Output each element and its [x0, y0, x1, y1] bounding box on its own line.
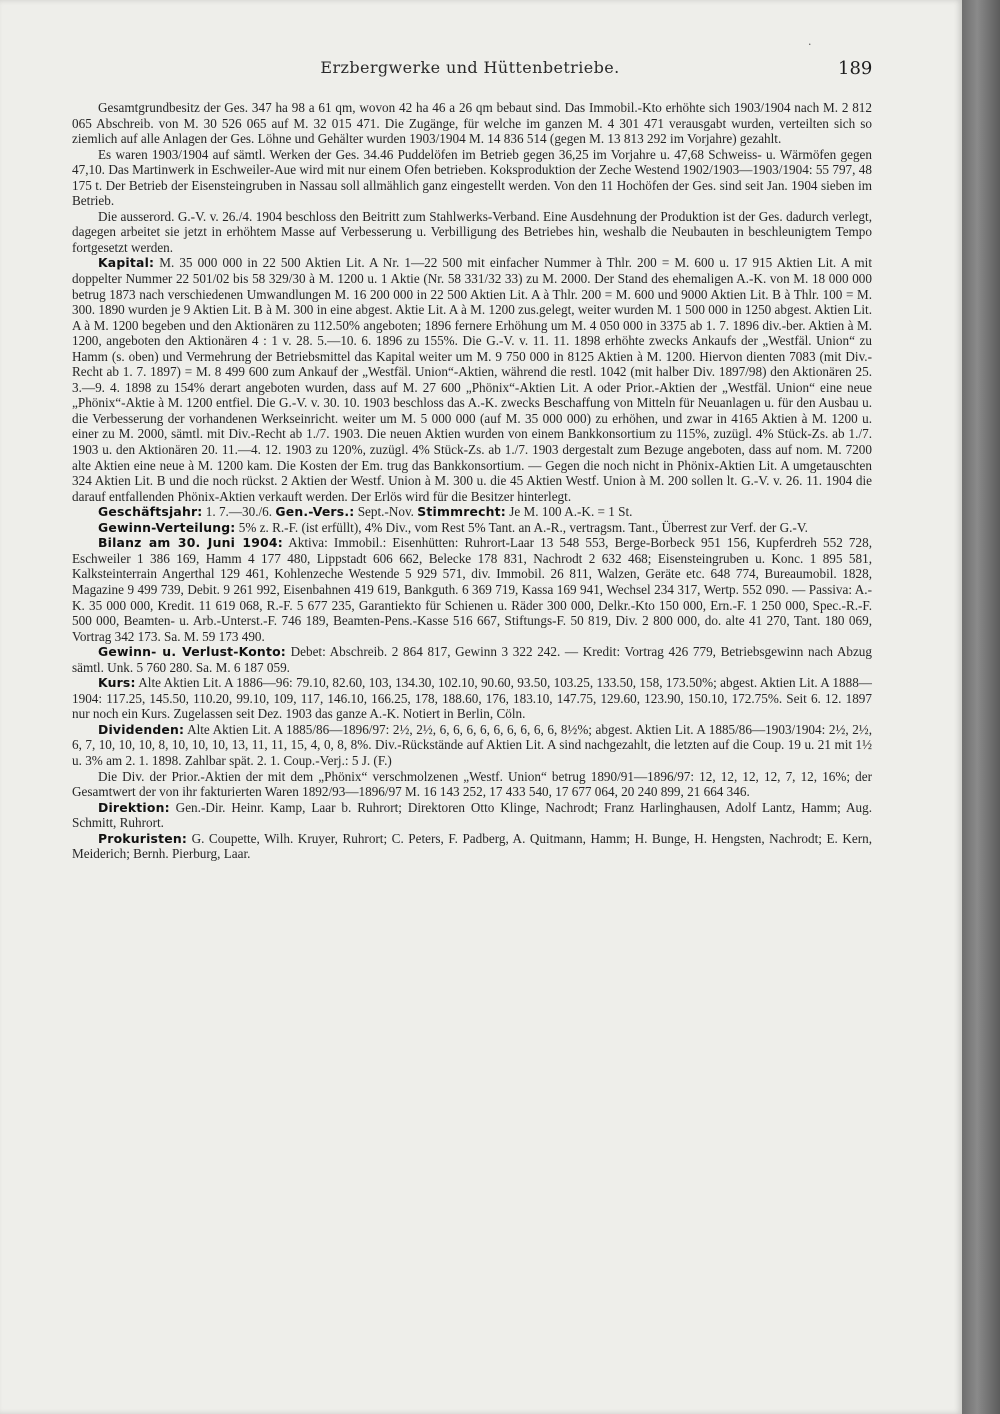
paragraph-kurs — [72, 675, 872, 722]
section-label: Gewinn-Verteilung: — [98, 519, 236, 535]
paragraph-text: Die ausserord. G.-V. v. 26./4. 1904 beschloss den Beitritt zum Stahlwerks-Verband. Eine Ausdehnung der Produktion ist der Ges. dadurch verlegt, dagegen arbeitet sie jetzt in erhöhtem Masse auf Verbesserung u. Verbilligung des Betriebes hin, weshalb die Neubauten in beschleunigtem Tempo fortgesetzt werden. — [72, 208, 872, 255]
scan-artifact: · — [808, 38, 812, 51]
paragraph-text: Gen.-Dir. Heinr. Kamp, Laar b. Ruhrort; Direktoren Otto Klinge, Nachrodt; Franz Harlinghausen, Adolf Lantz, Hamm; Aug. Schmitt, Ruhrort. — [72, 799, 873, 831]
section-label: Kapital: — [98, 255, 155, 271]
section-label: Direktion: — [98, 799, 170, 815]
paragraph-text: Gesamtgrundbesitz der Ges. 347 ha 98 a 61 qm, wovon 42 ha 46 a 26 qm bebaut sind. Das Immobil.-Kto erhöhte sich 1903/1904 nach M. 2 812 065 Abschreib. von M. 30 526 065 auf M. 32 015 471. Die Zugänge, für welche im ganzen M. 4 301 471 verausgabt wurden, verteilten sich so ziemlich auf alle Anlagen der Ges. Löhne und Gehälter wurden 1903/1904 M. 14 836 514 (gegen M. 13 813 292 im Vorjahre) gezahlt. — [72, 100, 872, 147]
paragraph-text: 1. 7.—30./6. — [205, 504, 273, 520]
paragraph-kapital — [72, 255, 872, 504]
paragraph-betrieb — [72, 147, 872, 209]
paragraph-text: Sept.-Nov. — [357, 504, 414, 520]
paragraph-gewinn-verteilung — [72, 520, 872, 536]
paragraph-text: Debet: Abschreib. 2 864 817, Gewinn 3 322 242. — Kredit: Vortrag 426 779, Betriebsgewinn nach Abzug sämtl. Unk. 5 760 280. Sa. M. 6 187 059. — [72, 644, 872, 675]
paragraph-text: Es waren 1903/1904 auf sämtl. Werken der Ges. 34.46 Puddelöfen im Betrieb gegen 36,25 im Vorjahre u. 47,68 Schweiss- u. Wärmöfen gegen 47,10. Das Martinwerk in Eschweiler-Aue wird mit nur einem Ofen betrieben. Koksproduktion der Zeche Westend 1902/1903—1903/1904: 55 797, 48 175 t. Der Betrieb der Eisensteingruben in Nassau soll allmählich ganz eingestellt werden. Von den 11 Hochöfen der Ges. sind seit Jan. 1904 sieben im Betrieb. — [72, 146, 872, 209]
paragraph-text: Alte Aktien Lit. A 1885/86—1896/97: 2½, 2½, 6, 6, 6, 6, 6, 6, 6, 6, 6, 8½%; abgest. Aktien Lit. A 1885/86—1903/1904: 2½, 2½, 6, 7, 10, 10, 10, 8, 10, 10, 10, 13, 11, 11, 15, 4, 0, 8, 8%. Div.-Rückstände auf Aktien Lit. A sind nachgezahlt, die letzten auf die Coup. 19 u. 21 mit 1½ u. 3% am 2. 1. 1898. Zahlbar spät. 2. 1. Coup.-Verj.: 5 J. (F.) — [72, 721, 872, 768]
section-label: Prokuristen: — [98, 830, 188, 846]
paragraph-text: Die Div. der Prior.-Aktien der mit dem „Phönix“ verschmolzenen „Westf. Union“ betrug 1890/91—1896/97: 12, 12, 12, 12, 7, 12, 16%; der Gesamtwert der von ihr fakturierten Waren 1892/93—1896/97 M. 16 143 252, 17 433 540, 17 677 064, 20 240 899, 21 664 346. — [72, 768, 872, 800]
running-title: Erzbergwerke und Hüttenbetriebe. — [320, 58, 620, 77]
paragraph-dividenden — [72, 722, 872, 769]
paragraph-gewinn-verlust — [72, 644, 872, 675]
paragraph-grundbesitz — [72, 100, 872, 147]
paragraph-text: M. 35 000 000 in 22 500 Aktien Lit. A Nr. 1—22 500 mit einfacher Nummer à Thlr. 200 = M. 600 u. 17 915 Aktien Lit. A mit doppelter Nummer 22 501/02 bis 58 329/30 à M. 1200 u. 1 Aktie (Nr. 58 331/32 33) zu M. 2000. Der Stand des ehemaligen A.-K. von M. 18 000 000 betrug 1873 nach verschiedenen Umwandlungen M. 16 200 000 in 22 500 Aktien Lit. A à Thlr. 200 = M. 600 und 9000 Aktien Lit. B à Thlr. 100 = M. 300. 1890 wurden je 9 Aktien Lit. B à M. 300 in eine abgest. Aktie Lit. A à M. 1200 zus.gelegt, weiter wurden M. 1 500 000 in 1250 abgest. Aktien Lit. A à M. 1200 begeben und den Aktionären zu 112.50% angeboten; 1896 fernere Erhöhung um M. 4 050 000 in 3375 ab 1. 7. 1896 div.-ber. Aktien à M. 1200, angeboten den Aktionären 4 : 1 v. 28. 5.—10. 6. 1896 zu 155%. Die G.-V. v. 11. 11. 1898 erhöhte zwecks Ankaufs der „Westfäl. Union“ zu Hamm (s. oben) und Vermehrung der Betriebsmittel das Kapital weiter um M. 9 750 000 in 8125 Aktien à M. 1200. Hiervon dienten 7083 (mit Div.-Recht ab 1. 7. 1897) = M. 8 499 600 zum Ankauf der „Westfäl. Union“-Aktien, während die restl. 1042 (mit halber Div. 1897/98) den Aktionären 25. 3.—9. 4. 1898 zu 154% derart angeboten wurden, dass auf M. 27 600 „Phönix“-Aktien Lit. A oder Prior.-Aktien der „Westfäl. Union“ eine neue „Phönix“-Aktie à M. 1200 entfiel. Die G.-V. v. 30. 10. 1903 beschloss das A.-K. zwecks Beschaffung von Mitteln für Neuanlagen u. für den Ausbau u. die Verbesserung der vorhandenen Werkseinricht. weiter um M. 5 000 000 (auf M. 35 000 000) zu erhöhen, und zwar in 4165 Aktien à M. 1200 u. einer zu M. 2000, sämtl. mit Div.-Recht ab 1./7. 1903. Die neuen Aktien wurden von einem Bankkonsortium zu 115%, zuzügl. 4% Stück-Zs. ab 1./7. 1903 u. den Aktionären 20. 11.—4. 12. 1903 zu 120%, zuzügl. 4% Stück-Zs. ab 1./7. 1903 dergestalt zum Bezuge angeboten, dass auf nom. M. 7200 alte Aktien eine neue à M. 1200 kam. Die Kosten der Em. trug das Bankkonsortium. — Gegen die noch nicht in Phönix-Aktien Lit. A umgetauschten 324 Aktien Lit. B und die noch rückst. 2 Aktien der Westf. Union à M. 300 u. die 45 Aktien Westf. Union à M. 200 sollen lt. G.-V. v. 26. 11. 1904 die darauf entfallenden Phönix-Aktien verkauft werden. Der Erlös wird für die Besitzer hinterlegt. — [72, 255, 873, 504]
paragraph-prior-aktien — [72, 769, 872, 800]
section-label: Gen.-Vers.: — [275, 504, 355, 520]
body-text — [72, 100, 872, 862]
paragraph-text: Aktiva: Immobil.: Eisenhütten: Ruhrort-Laar 13 548 553, Berge-Borbeck 951 156, Kupferdreh 552 728, Eschweiler 1 386 169, Hamm 4 177 480, Lippstadt 606 662, Belecke 178 831, Nachrodt 2 632 468; Eisensteingruben u. Konc. 1 895 581, Kalksteinterrain Angerthal 129 461, Kohlenzeche Westende 5 929 571, div. Immobil. 26 811, Walzen, Geräte etc. 648 774, Bureaumobil. 1828, Magazine 9 499 739, Debit. 9 261 992, Eisenbahnen 419 619, Bankguth. 6 369 719, Kassa 169 941, Wechsel 234 317, Wertp. 552 090. — Passiva: A.-K. 35 000 000, Kredit. 11 619 068, R.-F. 5 677 235, Garantiekto für Schienen u. Räder 300 000, Delkr.-Kto 150 000, Ern.-F. 1 250 000, Spec.-R.-F. 500 000, Beamten- u. Arb.-Unterst.-F. 746 189, Beamten-Pens.-Kasse 516 667, Stiftungs-F. 50 819, Div. 2 800 000, do. alte 41 270, Tant. 180 069, Vortrag 342 173. Sa. M. 59 173 490. — [72, 535, 872, 644]
paragraph-gv-beschluss — [72, 209, 872, 256]
page-number: 189 — [838, 58, 873, 79]
scan-edge — [962, 0, 1000, 1414]
paragraph-text: Je M. 100 A.-K. = 1 St. — [509, 504, 633, 520]
section-label: Bilanz am 30. Juni 1904: — [98, 535, 283, 551]
paragraph-direktion — [72, 800, 872, 831]
section-label: Stimmrecht: — [417, 504, 506, 520]
paragraph-prokuristen — [72, 831, 872, 862]
section-label: Dividenden: — [98, 721, 185, 737]
section-label: Geschäftsjahr: — [98, 504, 203, 520]
section-label: Kurs: — [98, 675, 136, 691]
paragraph-text: G. Coupette, Wilh. Kruyer, Ruhrort; C. Peters, F. Padberg, A. Quitmann, Hamm; H. Bunge, H. Hengsten, Nachrodt; E. Kern, Meiderich; Bernh. Pierburg, Laar. — [72, 830, 872, 862]
paragraph-geschaeftsjahr — [72, 504, 872, 520]
paragraph-bilanz — [72, 535, 872, 644]
paragraph-text: 5% z. R.-F. (ist erfüllt), 4% Div., vom Rest 5% Tant. an A.-R., vertragsm. Tant., Überrest zur Verf. der G.-V. — [238, 519, 808, 535]
section-label: Gewinn- u. Verlust-Konto: — [98, 644, 286, 660]
paragraph-text: Alte Aktien Lit. A 1886—96: 79.10, 82.60, 103, 134.30, 102.10, 90.60, 93.50, 103.25, 133.50, 158, 173.50%; abgest. Aktien Lit. A 1888—1904: 117.25, 145.50, 110.20, 99.10, 109, 117, 146.10, 166.25, 178, 188.60, 176, 183.10, 147.75, 129.60, 123.90, 150.10, 172.75%. Seit 6. 12. 1897 nur noch ein Kurs. Zugelassen seit Dez. 1903 das ganze A.-K. Notiert in Berlin, Cöln. — [72, 675, 872, 722]
